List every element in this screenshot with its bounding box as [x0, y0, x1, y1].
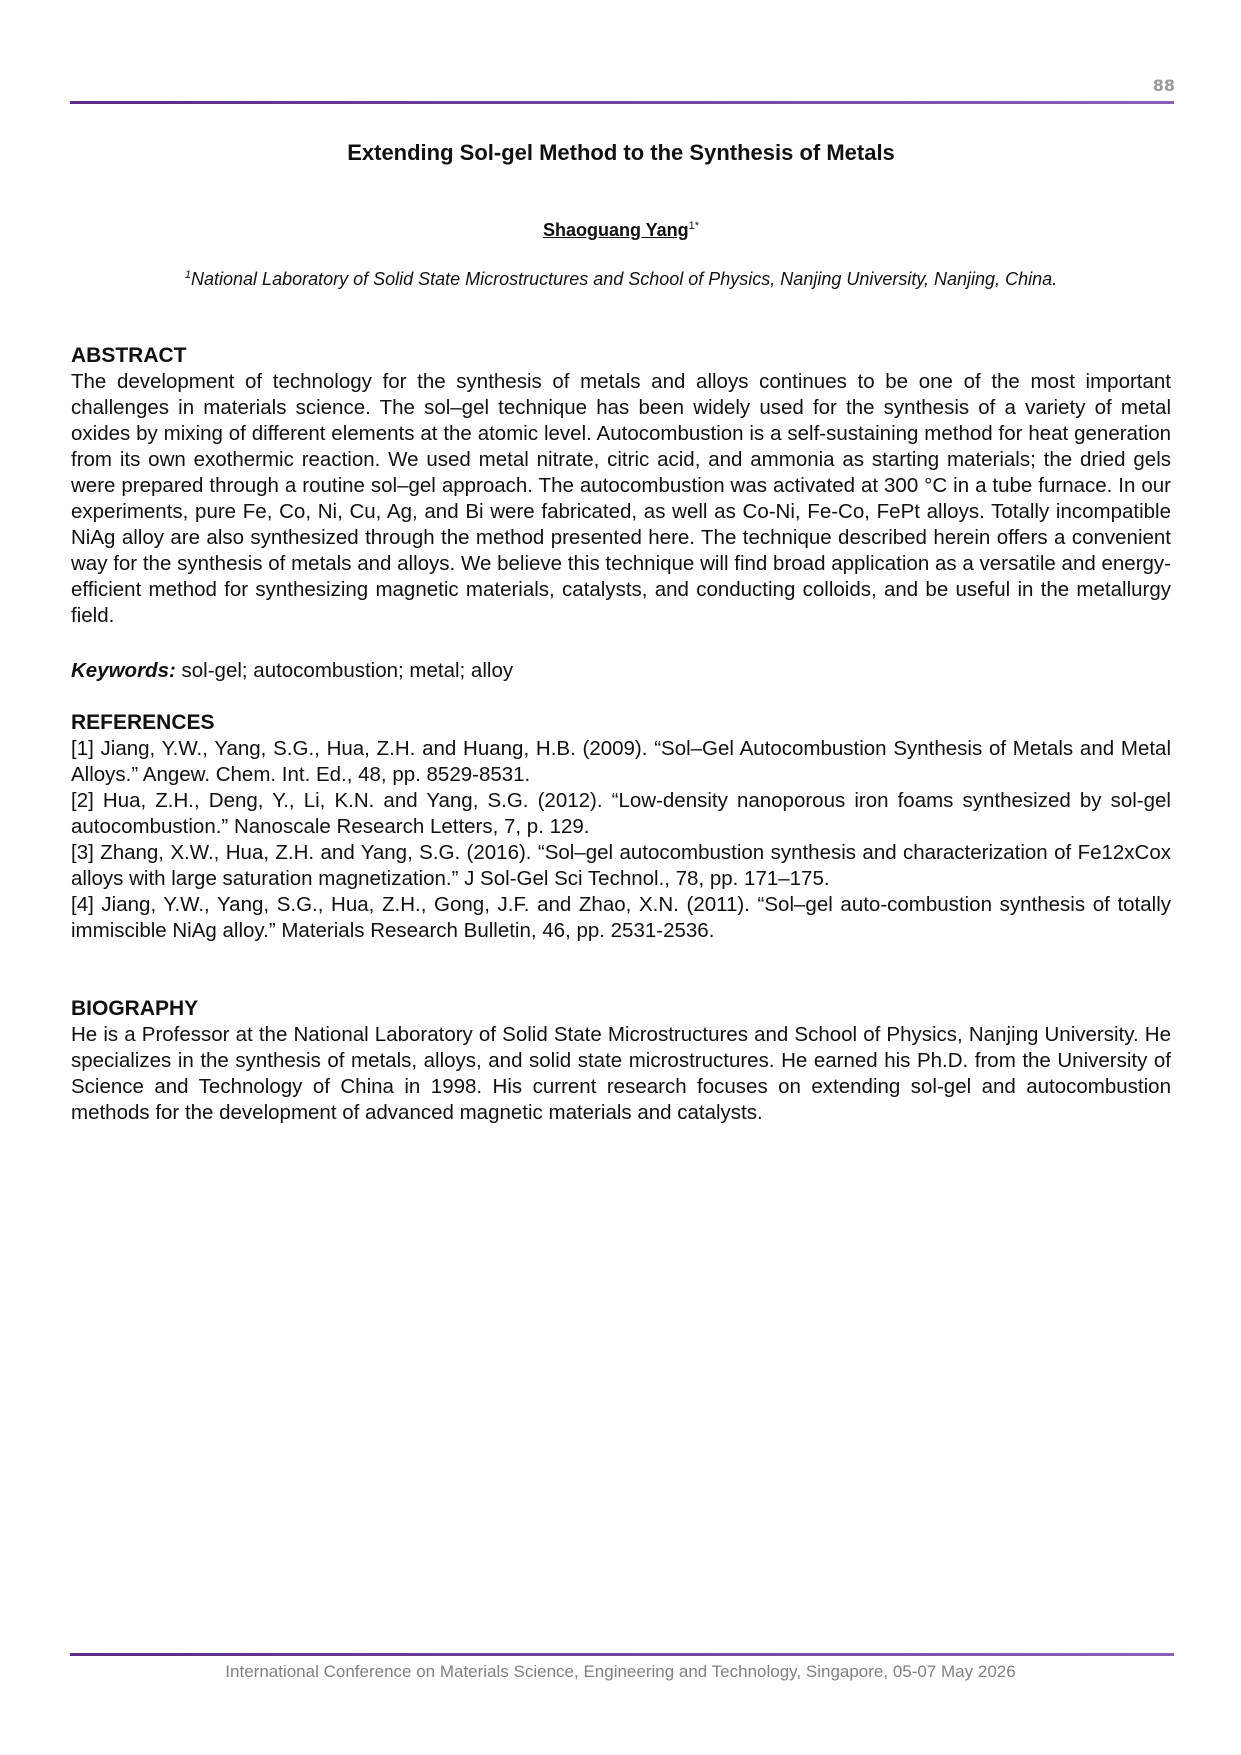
references-section [71, 710, 1171, 944]
author-line [71, 220, 1171, 241]
reference-item: [3] Zhang, X.W., Hua, Z.H. and Yang, S.G. (2016). “Sol–gel autocombustion synthesis and characterization of Fe12xCox alloys with large saturation magnetization.” J Sol-Gel Sci Technol., 78, pp. 171–175. [71, 841, 1171, 890]
biography-section [71, 996, 1171, 1126]
affiliation-superscript: 1 [184, 269, 192, 281]
header-rule [70, 101, 1174, 104]
abstract-heading: ABSTRACT [71, 344, 187, 367]
keywords-label: Keywords: [71, 659, 176, 682]
author-name: Shaoguang Yang [542, 220, 689, 240]
affiliation-line [71, 269, 1171, 290]
biography-heading: BIOGRAPHY [71, 997, 199, 1020]
abstract-section [71, 343, 1171, 629]
abstract-text: The development of technology for the synthesis of metals and alloys continues to be one of the most important challenges in materials science. The sol–gel technique has been widely used for the synthesis of a variety of metal oxides by mixing of different elements at the atomic level. Autocombustion is a self-sustaining method for heat generation from its own exothermic reaction. We used metal nitrate, citric acid, and ammonia as starting materials; the dried gels were prepared through a routine sol–gel approach. The autocombustion was activated at 300 °C in a tube furnace. In our experiments, pure Fe, Co, Ni, Cu, Ag, and Bi were fabricated, as well as Co-Ni, Fe-Co, FePt alloys. Totally incompatible NiAg alloy are also synthesized through the method presented here. The technique described herein offers a convenient way for the synthesis of metals and alloys. We believe this technique will find broad application as a versatile and energy-efficient method for synthesizing magnetic materials, catalysts, and conducting colloids, and be useful in the metallurgy field. [71, 370, 1171, 627]
footer-rule [70, 1653, 1174, 1656]
page-number: 88 [1152, 76, 1175, 95]
reference-item: [2] Hua, Z.H., Deng, Y., Li, K.N. and Yang, S.G. (2012). “Low-density nanoporous iron foams synthesized by sol-gel autocombustion.” Nanoscale Research Letters, 7, p. 129. [71, 789, 1171, 838]
affiliation-text: National Laboratory of Solid State Microstructures and School of Physics, Nanjing University, Nanjing, China. [191, 269, 1058, 289]
reference-item: [4] Jiang, Y.W., Yang, S.G., Hua, Z.H., Gong, J.F. and Zhao, X.N. (2011). “Sol–gel auto-combustion synthesis of totally immiscible NiAg alloy.” Materials Research Bulletin, 46, pp. 2531-2536. [71, 893, 1171, 942]
footer-text: International Conference on Materials Science, Engineering and Technology, Singapore, 05-07 May 2026 [225, 1662, 1016, 1681]
keywords-line [71, 658, 1171, 684]
references-heading: REFERENCES [71, 711, 215, 734]
keywords-text: sol-gel; autocombustion; metal; alloy [175, 659, 514, 682]
biography-text: He is a Professor at the National Laboratory of Solid State Microstructures and School of Physics, Nanjing University. He specializes in the synthesis of metals, alloys, and solid state microstructures. He earned his Ph.D. from the University of Science and Technology of China in 1998. His current research focuses on extending sol-gel and autocombustion methods for the development of advanced magnetic materials and catalysts. [71, 1023, 1171, 1124]
reference-item: [1] Jiang, Y.W., Yang, S.G., Hua, Z.H. and Huang, H.B. (2009). “Sol–Gel Autocombustion Synthesis of Metals and Metal Alloys.” Angew. Chem. Int. Ed., 48, pp. 8529-8531. [71, 737, 1171, 786]
paper-title: Extending Sol-gel Method to the Synthesis of Metals [347, 140, 895, 165]
author-superscript: 1* [688, 220, 700, 232]
